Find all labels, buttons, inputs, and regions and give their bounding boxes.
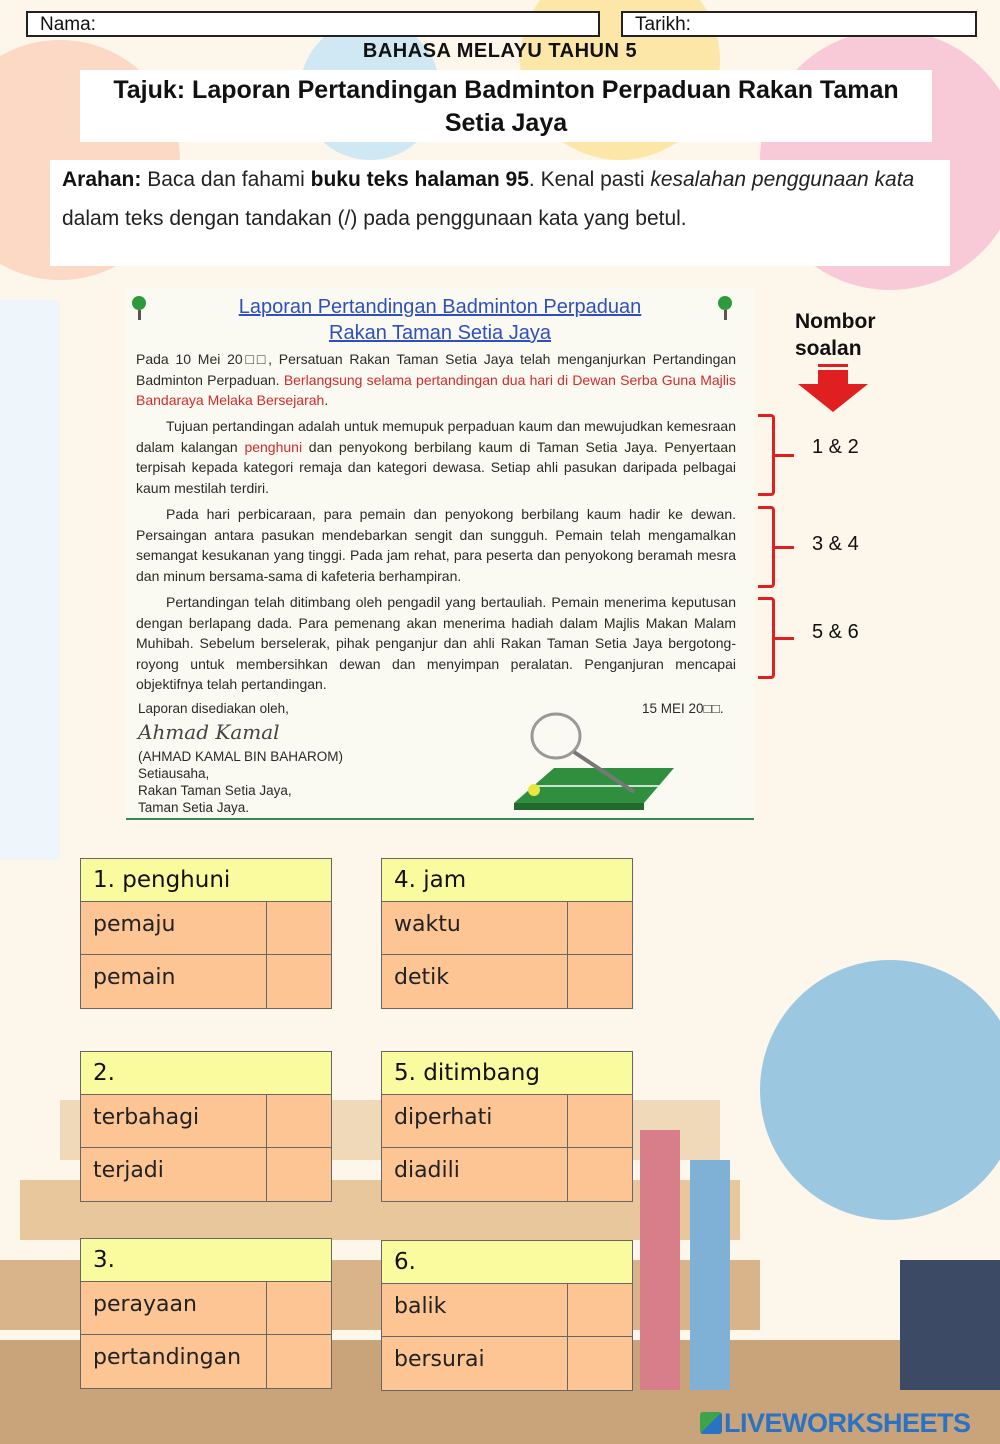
subject-heading: BAHASA MELAYU TAHUN 5	[362, 40, 638, 62]
question-3: 3. perayaan pertandingan	[80, 1238, 332, 1389]
tick-box[interactable]	[267, 902, 331, 954]
report-text	[126, 288, 754, 820]
liveworksheets-watermark: LIVEWORKSHEETS	[700, 1408, 971, 1439]
instruction-label: Arahan:	[62, 168, 142, 191]
answer-row: detik	[382, 955, 632, 1008]
answer-row: perayaan	[81, 1282, 331, 1335]
tick-box[interactable]	[267, 955, 331, 1008]
bracket-3-4	[758, 506, 775, 588]
bracket-5-6	[758, 597, 775, 679]
question-5: 5. ditimbang diperhati diadili	[381, 1051, 633, 1202]
answer-row: waktu	[382, 902, 632, 955]
answer-row: balik	[382, 1284, 632, 1337]
instruction-box: Arahan: Baca dan fahami buku teks halaman 95. Kenal pasti kesalahan penggunaan kata dalam teks dengan tandakan (/) pada penggunaan kata yang betul.	[50, 160, 950, 266]
author-name: (AHMAD KAMAL BIN BAHAROM)	[138, 749, 344, 764]
date-label: Tarikh:	[635, 14, 691, 35]
question-group-5-6: 5 & 6	[812, 621, 859, 643]
report-paragraph-3: Pada hari perbicaraan, para pemain dan penyokong berbilang kaum hadir ke dewan. Persaingan antara pasukan mendebarkan sengit dan sungguh. Pemain telah mengamalkan semangat kesukanan yang tinggi. Pada jam rehat, para peserta dan penyokong beramah mesra dan minum bersama-sama di kafeteria berhampiran.	[136, 506, 736, 584]
author-org: Rakan Taman Setia Jaya,	[138, 783, 292, 798]
signature: Ahmad Kamal	[138, 720, 280, 744]
tick-box[interactable]	[568, 955, 632, 1008]
question-group-3-4: 3 & 4	[812, 533, 859, 555]
answer-row: pemain	[81, 955, 331, 1008]
arrow-down-icon	[798, 364, 868, 412]
answer-row: diadili	[382, 1148, 632, 1201]
liveworksheets-logo-icon	[700, 1412, 722, 1434]
worksheet-title: Tajuk: Laporan Pertandingan Badminton Perpaduan Rakan Taman Setia Jaya	[80, 70, 932, 142]
answer-row: diperhati	[382, 1095, 632, 1148]
tick-box[interactable]	[568, 1284, 632, 1336]
prepared-by: Laporan disediakan oleh,	[138, 701, 289, 716]
question-number-label: Nombor soalan	[795, 310, 876, 360]
bracket-1-2	[758, 414, 775, 496]
name-label: Nama:	[40, 14, 96, 35]
question-2: 2. terbahagi terjadi	[80, 1051, 332, 1202]
name-field[interactable]	[26, 11, 600, 37]
question-4: 4. jam waktu detik	[381, 858, 633, 1009]
tick-box[interactable]	[267, 1148, 331, 1201]
badminton-court-icon	[494, 708, 684, 818]
tick-box[interactable]	[568, 1337, 632, 1390]
report-title: Laporan Pertandingan Badminton Perpaduan Rakan Taman Setia Jaya	[238, 296, 642, 344]
question-1: 1. penghuni pemaju pemain	[80, 858, 332, 1009]
tick-box[interactable]	[568, 1095, 632, 1147]
answer-row: pemaju	[81, 902, 331, 955]
author-role: Setiausaha,	[138, 766, 210, 781]
question-group-1-2: 1 & 2	[812, 436, 859, 458]
answer-row: pertandingan	[81, 1335, 331, 1388]
answer-row: bersurai	[382, 1337, 632, 1390]
tick-box[interactable]	[267, 1095, 331, 1147]
question-6: 6. balik bersurai	[381, 1240, 633, 1391]
report-paragraph-4: Pertandingan telah ditimbang oleh pengadil yang bertauliah. Pemain menerima keputusan dengan berlapang dada. Para pemenang akan menerima hadiah dalam Majlis Makan Malam Muhibah. Sebelum berselerak, pihak penganjur dan ahli Rakan Taman Setia Jaya bergotong-royong untuk membersihkan dewan dan menyimpan peralatan. Penganjuran mencapai objektifnya telah pertandingan.	[136, 594, 736, 693]
tick-box[interactable]	[267, 1282, 331, 1334]
report-paragraph-2: Tujuan pertandingan adalah untuk memupuk perpaduan kaum dan mewujudkan kemesraan dalam kalangan penghuni dan penyokong berbilang kaum di Taman Setia Jaya. Penyertaan terpisah kepada kategori remaja dan kategori dewasa. Setiap ahli pasukan daripada pelbagai kaum mestilah terdiri.	[136, 418, 736, 496]
tick-box[interactable]	[267, 1335, 331, 1388]
report-date: 15 MEI 20□□.	[642, 701, 724, 716]
tick-box[interactable]	[568, 1148, 632, 1201]
author-org-2: Taman Setia Jaya.	[138, 800, 250, 815]
answer-row: terbahagi	[81, 1095, 331, 1148]
answer-row: terjadi	[81, 1148, 331, 1201]
tick-box[interactable]	[568, 902, 632, 954]
date-field[interactable]	[621, 11, 977, 37]
report-paragraph-1: Pada 10 Mei 20□□, Persatuan Rakan Taman Setia Jaya telah menganjurkan Pertandingan Badminton Perpaduan. Berlangsung selama pertandingan dua hari di Dewan Serba Guna Majlis Bandaraya Melaka Bersejarah.	[136, 351, 736, 409]
